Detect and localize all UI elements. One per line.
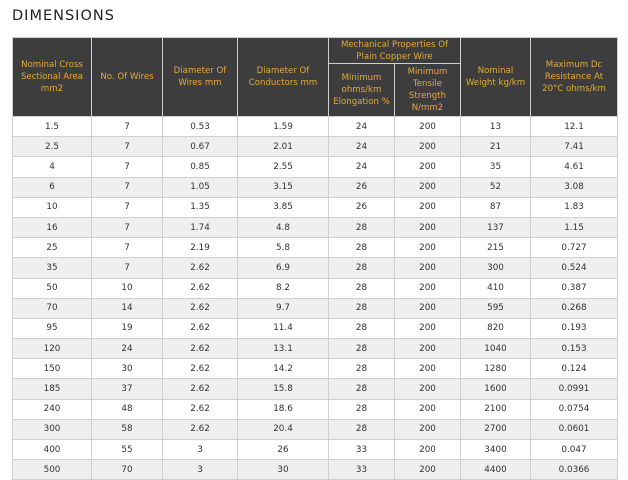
cell-weight: 820: [461, 318, 531, 338]
cell-weight: 1280: [461, 359, 531, 379]
cell-cross-section: 1.5: [13, 117, 92, 137]
cell-resistance: 0.727: [531, 238, 618, 258]
cell-cross-section: 50: [13, 278, 92, 298]
cell-conductor-diameter: 2.01: [238, 137, 329, 157]
cell-resistance: 0.268: [531, 298, 618, 318]
cell-elongation: 28: [329, 339, 395, 359]
table-row: [13, 399, 618, 419]
header-cross-section: Nominal Cross Sectional Area mm2: [13, 38, 92, 117]
header-no-of-wires: No. Of Wires: [92, 38, 163, 117]
cell-wire-diameter: 2.62: [163, 359, 238, 379]
cell-wires: 7: [92, 197, 163, 217]
cell-weight: 137: [461, 217, 531, 237]
cell-wire-diameter: 1.05: [163, 177, 238, 197]
cell-tensile: 200: [395, 339, 461, 359]
table-row: [13, 318, 618, 338]
cell-wire-diameter: 0.85: [163, 157, 238, 177]
dimensions-table: [12, 37, 618, 480]
cell-weight: 1600: [461, 379, 531, 399]
cell-conductor-diameter: 15.8: [238, 379, 329, 399]
cell-cross-section: 185: [13, 379, 92, 399]
cell-weight: 215: [461, 238, 531, 258]
cell-cross-section: 6: [13, 177, 92, 197]
cell-resistance: 0.0366: [531, 460, 618, 480]
cell-wire-diameter: 2.62: [163, 379, 238, 399]
header-mechanical-properties: Mechanical Properties Of Plain Copper Wire: [329, 38, 461, 64]
cell-conductor-diameter: 13.1: [238, 339, 329, 359]
cell-wires: 7: [92, 137, 163, 157]
cell-conductor-diameter: 20.4: [238, 419, 329, 439]
cell-elongation: 24: [329, 117, 395, 137]
cell-wire-diameter: 0.53: [163, 117, 238, 137]
cell-wires: 7: [92, 238, 163, 258]
table-row: [13, 157, 618, 177]
cell-wires: 14: [92, 298, 163, 318]
cell-resistance: 4.61: [531, 157, 618, 177]
cell-conductor-diameter: 2.55: [238, 157, 329, 177]
cell-resistance: 0.0754: [531, 399, 618, 419]
cell-weight: 13: [461, 117, 531, 137]
cell-tensile: 200: [395, 177, 461, 197]
cell-wires: 70: [92, 460, 163, 480]
cell-conductor-diameter: 14.2: [238, 359, 329, 379]
table-row: [13, 278, 618, 298]
table-row: [13, 177, 618, 197]
cell-elongation: 26: [329, 197, 395, 217]
cell-wires: 19: [92, 318, 163, 338]
cell-conductor-diameter: 26: [238, 440, 329, 460]
table-row: [13, 339, 618, 359]
table-row: [13, 197, 618, 217]
cell-weight: 595: [461, 298, 531, 318]
cell-wire-diameter: 2.62: [163, 419, 238, 439]
cell-resistance: 0.0991: [531, 379, 618, 399]
cell-elongation: 28: [329, 258, 395, 278]
cell-wire-diameter: 2.62: [163, 278, 238, 298]
table-row: [13, 379, 618, 399]
cell-weight: 35: [461, 157, 531, 177]
cell-tensile: 200: [395, 298, 461, 318]
cell-weight: 21: [461, 137, 531, 157]
cell-tensile: 200: [395, 217, 461, 237]
cell-weight: 2100: [461, 399, 531, 419]
table-row: [13, 298, 618, 318]
table-row: [13, 419, 618, 439]
cell-cross-section: 4: [13, 157, 92, 177]
cell-resistance: 0.524: [531, 258, 618, 278]
cell-wires: 55: [92, 440, 163, 460]
cell-tensile: 200: [395, 197, 461, 217]
cell-wire-diameter: 1.74: [163, 217, 238, 237]
cell-wire-diameter: 2.19: [163, 238, 238, 258]
cell-cross-section: 150: [13, 359, 92, 379]
cell-tensile: 200: [395, 117, 461, 137]
cell-elongation: 28: [329, 298, 395, 318]
cell-wire-diameter: 3: [163, 440, 238, 460]
cell-conductor-diameter: 8.2: [238, 278, 329, 298]
cell-wire-diameter: 1.35: [163, 197, 238, 217]
cell-wires: 10: [92, 278, 163, 298]
cell-elongation: 28: [329, 399, 395, 419]
cell-weight: 2700: [461, 419, 531, 439]
cell-conductor-diameter: 3.85: [238, 197, 329, 217]
cell-tensile: 200: [395, 238, 461, 258]
cell-tensile: 200: [395, 318, 461, 338]
cell-weight: 4400: [461, 460, 531, 480]
cell-resistance: 3.08: [531, 177, 618, 197]
cell-conductor-diameter: 3.15: [238, 177, 329, 197]
cell-wires: 7: [92, 217, 163, 237]
table-body: [13, 117, 618, 480]
cell-wires: 7: [92, 117, 163, 137]
cell-elongation: 33: [329, 460, 395, 480]
cell-cross-section: 400: [13, 440, 92, 460]
cell-conductor-diameter: 4.8: [238, 217, 329, 237]
cell-wire-diameter: 3: [163, 460, 238, 480]
cell-elongation: 24: [329, 137, 395, 157]
cell-cross-section: 240: [13, 399, 92, 419]
cell-weight: 3400: [461, 440, 531, 460]
cell-tensile: 200: [395, 157, 461, 177]
header-nominal-weight: Nominal Weight kg/km: [461, 38, 531, 117]
table-row: [13, 460, 618, 480]
cell-cross-section: 95: [13, 318, 92, 338]
cell-resistance: 0.387: [531, 278, 618, 298]
cell-resistance: 1.15: [531, 217, 618, 237]
cell-tensile: 200: [395, 399, 461, 419]
cell-tensile: 200: [395, 359, 461, 379]
table-row: [13, 238, 618, 258]
table-row: [13, 359, 618, 379]
cell-wires: 48: [92, 399, 163, 419]
cell-wire-diameter: 2.62: [163, 298, 238, 318]
cell-wires: 24: [92, 339, 163, 359]
cell-conductor-diameter: 11.4: [238, 318, 329, 338]
cell-weight: 300: [461, 258, 531, 278]
cell-resistance: 7.41: [531, 137, 618, 157]
cell-wires: 58: [92, 419, 163, 439]
cell-wire-diameter: 0.67: [163, 137, 238, 157]
cell-elongation: 28: [329, 379, 395, 399]
cell-tensile: 200: [395, 440, 461, 460]
table-row: [13, 440, 618, 460]
cell-cross-section: 35: [13, 258, 92, 278]
cell-resistance: 0.0601: [531, 419, 618, 439]
cell-tensile: 200: [395, 460, 461, 480]
cell-wires: 30: [92, 359, 163, 379]
cell-cross-section: 300: [13, 419, 92, 439]
cell-wire-diameter: 2.62: [163, 318, 238, 338]
cell-wires: 7: [92, 177, 163, 197]
cell-resistance: 0.047: [531, 440, 618, 460]
cell-tensile: 200: [395, 137, 461, 157]
cell-wires: 7: [92, 258, 163, 278]
cell-cross-section: 70: [13, 298, 92, 318]
table-row: [13, 217, 618, 237]
cell-weight: 1040: [461, 339, 531, 359]
cell-conductor-diameter: 6.9: [238, 258, 329, 278]
cell-resistance: 1.83: [531, 197, 618, 217]
cell-elongation: 28: [329, 217, 395, 237]
cell-tensile: 200: [395, 278, 461, 298]
cell-resistance: 0.193: [531, 318, 618, 338]
cell-elongation: 28: [329, 238, 395, 258]
cell-cross-section: 500: [13, 460, 92, 480]
cell-conductor-diameter: 1.59: [238, 117, 329, 137]
header-wire-diameter: Diameter Of Wires mm: [163, 38, 238, 117]
cell-wire-diameter: 2.62: [163, 399, 238, 419]
cell-tensile: 200: [395, 419, 461, 439]
header-tensile-strength: Minimum Tensile Strength N/mm2: [395, 64, 461, 117]
cell-weight: 87: [461, 197, 531, 217]
cell-elongation: 28: [329, 318, 395, 338]
table-row: [13, 258, 618, 278]
cell-weight: 410: [461, 278, 531, 298]
cell-wires: 37: [92, 379, 163, 399]
cell-elongation: 28: [329, 359, 395, 379]
cell-weight: 52: [461, 177, 531, 197]
table-row: [13, 117, 618, 137]
cell-cross-section: 120: [13, 339, 92, 359]
cell-resistance: 0.153: [531, 339, 618, 359]
cell-wire-diameter: 2.62: [163, 258, 238, 278]
cell-wire-diameter: 2.62: [163, 339, 238, 359]
cell-elongation: 26: [329, 177, 395, 197]
cell-tensile: 200: [395, 258, 461, 278]
cell-conductor-diameter: 5.8: [238, 238, 329, 258]
header-conductor-diameter: Diameter Of Conductors mm: [238, 38, 329, 117]
cell-elongation: 24: [329, 157, 395, 177]
page-title: DIMENSIONS: [12, 8, 115, 24]
cell-cross-section: 2.5: [13, 137, 92, 157]
cell-cross-section: 10: [13, 197, 92, 217]
cell-tensile: 200: [395, 379, 461, 399]
cell-cross-section: 16: [13, 217, 92, 237]
cell-cross-section: 25: [13, 238, 92, 258]
cell-elongation: 28: [329, 278, 395, 298]
cell-wires: 7: [92, 157, 163, 177]
header-elongation: Minimum ohms/km Elongation %: [329, 64, 395, 117]
cell-elongation: 33: [329, 440, 395, 460]
cell-elongation: 28: [329, 419, 395, 439]
cell-conductor-diameter: 30: [238, 460, 329, 480]
table-row: [13, 137, 618, 157]
header-dc-resistance: Maximum Dc Resistance At 20°C ohms/km: [531, 38, 618, 117]
cell-resistance: 0.124: [531, 359, 618, 379]
cell-resistance: 12.1: [531, 117, 618, 137]
cell-conductor-diameter: 18.6: [238, 399, 329, 419]
cell-conductor-diameter: 9.7: [238, 298, 329, 318]
